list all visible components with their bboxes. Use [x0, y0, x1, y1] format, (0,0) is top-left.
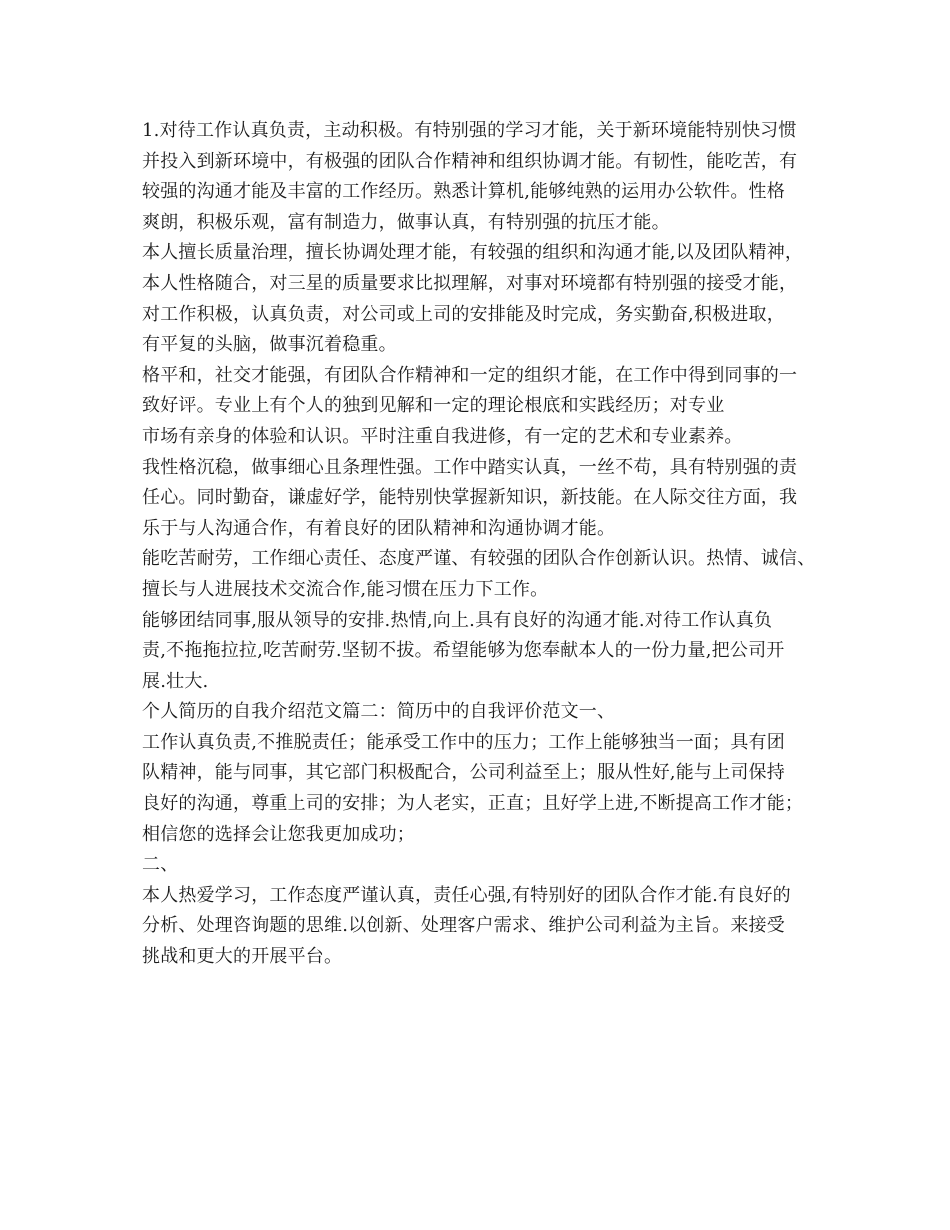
text-line: 致好评。专业上有个人的独到见解和一定的理论根底和实践经历；对专业 — [142, 395, 725, 417]
text-line: 工作认真负责,不推脱责任；能承受工作中的压力；工作上能够独当一面；具有团 — [142, 731, 785, 753]
text-line: 相信您的选择会让您我更加成功； — [142, 823, 415, 845]
document-body — [142, 116, 832, 973]
text-line: 1.对待工作认真负责，主动积极。有特别强的学习才能，关于新环境能特别快习惯 — [142, 120, 797, 141]
text-line: 责,不拖拖拉拉,吃苦耐劳.坚韧不拔。希望能够为您奉献本人的一份力量,把公司开 — [142, 640, 785, 662]
text-line: 展.壮大. — [142, 670, 209, 692]
text-line: 能够团结同事,服从领导的安排.热情,向上.具有良好的沟通才能.对待工作认真负 — [142, 609, 773, 631]
text-line: 爽朗，积极乐观，富有制造力，做事认真，有特别强的抗压才能。 — [142, 211, 670, 233]
text-line: 分析、处理咨询题的思维.以创新、处理客户需求、维护公司利益为主旨。来接受 — [142, 915, 785, 937]
text-line: 对工作积极，认真负责，对公司或上司的安排能及时完成，务实勤奋,积极进取， — [142, 303, 785, 325]
section-number: 二、 — [142, 854, 179, 876]
text-line: 任心。同时勤奋，谦虚好学，能特别快掌握新知识，新技能。在人际交往方面，我 — [142, 487, 798, 509]
text-line: 我性格沉稳，做事细心且条理性强。工作中踏实认真，一丝不苟，具有特别强的责 — [142, 456, 798, 478]
text-line: 良好的沟通，尊重上司的安排；为人老实，正直；且好学上进,不断提高工作才能； — [142, 793, 804, 815]
section-heading: 个人简历的自我介绍范文篇二：简历中的自我评价范文一、 — [142, 701, 616, 723]
text-line: 本人热爱学习，工作态度严谨认真，责任心强,有特别好的团队合作才能.有良好的 — [142, 884, 791, 906]
text-line: 本人性格随合，对三星的质量要求比拟理解，对事对环境都有特别强的接受才能， — [142, 272, 798, 294]
text-line: 队精神，能与同事，其它部门积极配合，公司利益至上；服从性好,能与上司保持 — [142, 762, 785, 784]
text-line: 能吃苦耐劳，工作细心责任、态度严谨、有较强的团队合作创新认识。热情、诚信、 — [142, 548, 816, 570]
text-line: 有平复的头脑，做事沉着稳重。 — [142, 334, 397, 356]
text-line: 并投入到新环境中，有极强的团队合作精神和组织协调才能。有韧性，能吃苦，有 — [142, 150, 798, 172]
text-line: 市场有亲身的体验和认识。平时注重自我进修，有一定的艺术和专业素养。 — [142, 425, 743, 447]
text-line: 乐于与人沟通合作，有着良好的团队精神和沟通协调才能。 — [142, 517, 616, 539]
text-line: 较强的沟通才能及丰富的工作经历。熟悉计算机,能够纯熟的运用办公软件。性格 — [142, 181, 785, 203]
text-line: 格平和，社交才能强，有团队合作精神和一定的组织才能，在工作中得到同事的一 — [142, 364, 798, 386]
text-line: 本人擅长质量治理，擅长协调处理才能，有较强的组织和沟通才能,以及团队精神， — [142, 242, 804, 264]
text-line: 擅长与人进展技术交流合作,能习惯在压力下工作。 — [142, 578, 549, 600]
text-line: 挑战和更大的开展平台。 — [142, 946, 343, 968]
